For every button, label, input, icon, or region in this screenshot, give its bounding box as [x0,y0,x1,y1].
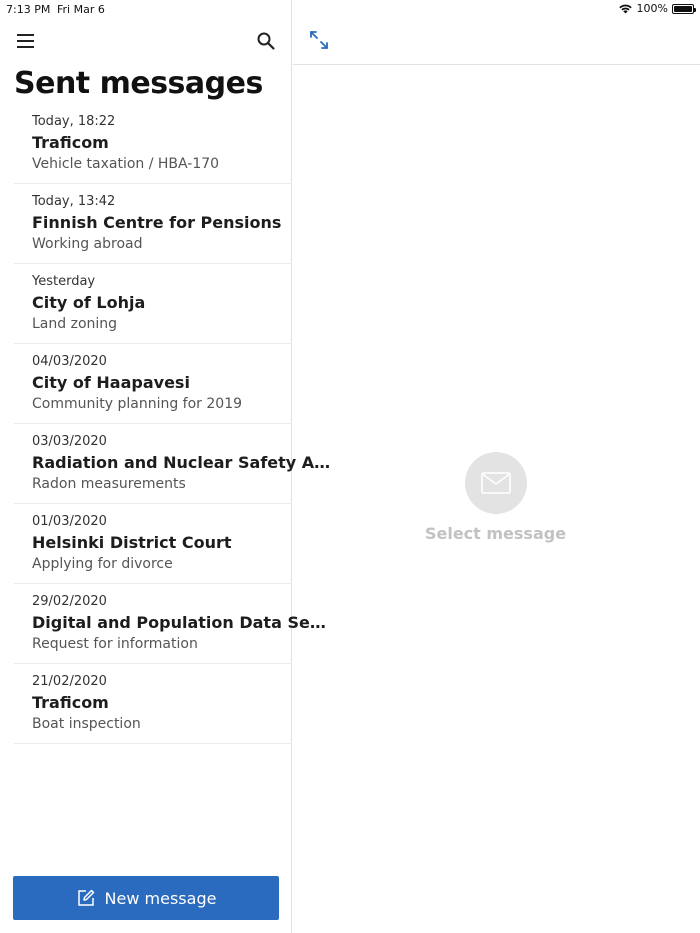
battery-icon [672,4,694,14]
message-date: 03/03/2020 [32,434,107,449]
compose-icon [76,888,96,908]
battery-label: 100% [636,2,668,15]
message-list-item[interactable] [14,264,292,344]
message-subject: Applying for divorce [32,556,173,572]
message-list [14,104,331,744]
message-list-item[interactable] [14,584,326,664]
message-sender: Finnish Centre for Pensions [32,213,282,232]
status-date: Fri Mar 6 [57,3,105,16]
new-message-button[interactable] [13,876,279,920]
empty-state [293,452,698,543]
message-subject: Boat inspection [32,716,141,732]
message-date: Yesterday [32,274,96,289]
message-sender: City of Lohja [32,293,146,312]
message-date: Today, 18:22 [32,114,116,129]
empty-state-label: Select message [424,524,567,543]
message-sender: Radiation and Nuclear Safety A… [32,453,331,472]
message-list-pane [0,0,331,933]
message-date: 01/03/2020 [32,514,107,529]
wifi-icon [618,3,633,14]
message-list-item[interactable] [14,344,292,424]
message-list-item[interactable] [14,424,331,504]
message-subject: Community planning for 2019 [32,396,243,412]
page-title: Sent messages [14,66,263,101]
envelope-circle [465,452,527,514]
message-subject: Radon measurements [32,476,186,492]
message-list-item[interactable] [14,664,292,744]
message-sender: Helsinki District Court [32,533,232,552]
message-date: Today, 13:42 [32,194,116,209]
message-date: 29/02/2020 [32,594,107,609]
message-sender: Traficom [32,133,109,152]
message-list-item[interactable] [14,504,292,584]
detail-header [293,18,700,65]
battery-fill [674,6,692,12]
message-subject: Working abroad [32,236,143,252]
message-sender: City of Haapavesi [32,373,190,392]
message-sender: Traficom [32,693,109,712]
envelope-icon [481,472,511,494]
message-subject: Request for information [32,636,198,652]
message-sender: Digital and Population Data Se… [32,613,326,632]
message-subject: Vehicle taxation / HBA-170 [32,156,220,172]
message-date: 21/02/2020 [32,674,107,689]
expand-icon[interactable] [308,29,330,51]
status-right [618,2,694,15]
hamburger-icon[interactable] [14,30,38,52]
new-message-label: New message [104,888,217,908]
status-time: 7:13 PM [6,3,51,16]
message-list-item[interactable] [14,104,292,184]
message-date: 04/03/2020 [32,354,107,369]
search-icon[interactable] [254,29,278,53]
message-list-item[interactable] [14,184,292,264]
message-subject: Land zoning [32,316,118,332]
